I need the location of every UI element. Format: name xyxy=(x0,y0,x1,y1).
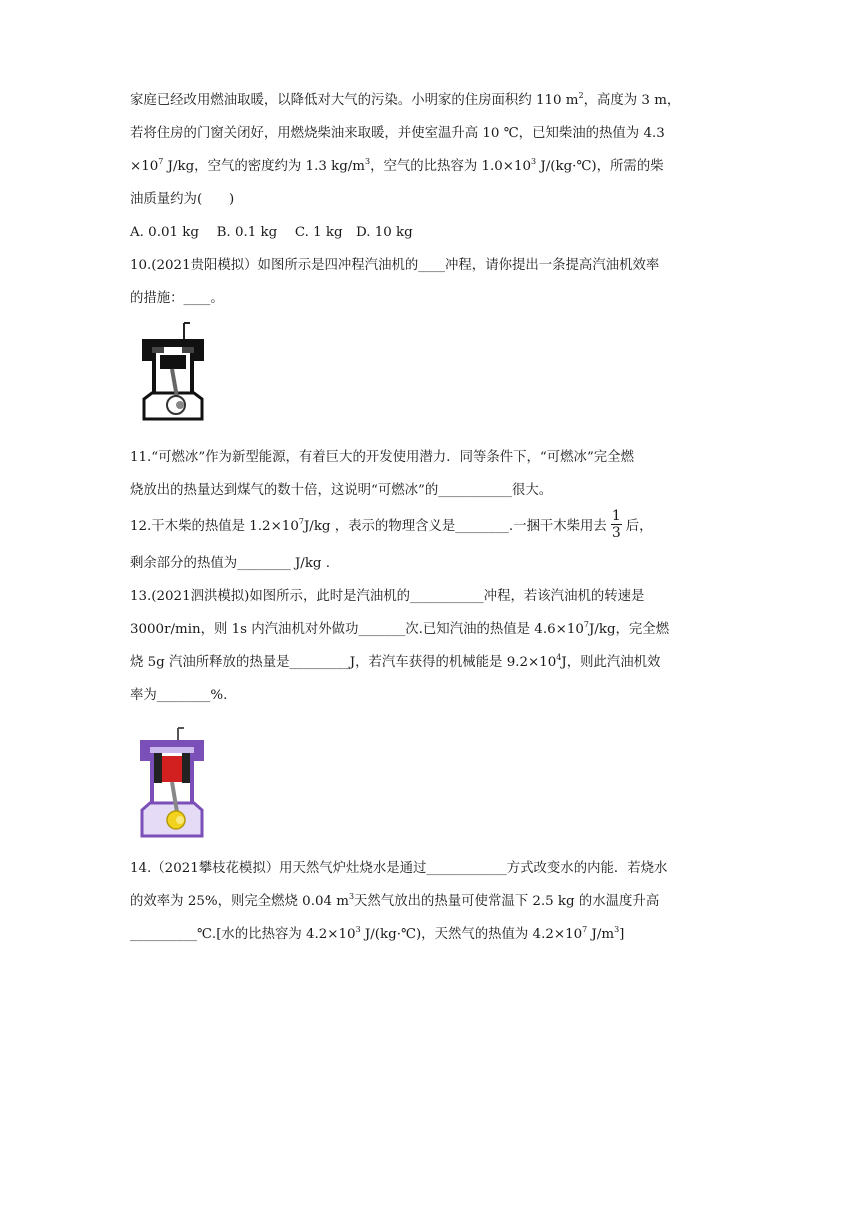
q9-line-2 xyxy=(130,117,730,150)
superscript: 7 xyxy=(158,157,164,166)
q9-line-4 xyxy=(130,183,730,216)
document-page xyxy=(130,0,730,951)
answer-options: A. 0.01 kg B. 0.1 kg C. 1 kg D. 10 kg xyxy=(130,225,413,240)
text: J/kg，空气的密度约为 1.3 kg/m xyxy=(163,159,366,174)
superscript: 3 xyxy=(365,157,371,166)
q12-line-1 xyxy=(130,507,730,547)
text: J/(kg·℃)，天然气的热值为 4.2×10 xyxy=(360,927,583,942)
text: J/kg，完全燃 xyxy=(588,622,670,637)
q13-line-4 xyxy=(130,679,730,712)
superscript: 7 xyxy=(298,517,304,526)
fraction-one-third xyxy=(611,508,622,541)
text: J/m xyxy=(587,927,615,942)
text: 家庭已经改用燃油取暖，以降低对大气的污染。小明家的住房面积约 110 m xyxy=(130,93,579,108)
superscript: 3 xyxy=(355,925,361,934)
superscript: 3 xyxy=(348,892,355,901)
engine-diagram-icon xyxy=(138,321,208,425)
fraction-numerator: 1 xyxy=(611,508,621,524)
text: 的效率为 25%，则完全燃烧 0.04 m xyxy=(130,894,349,909)
q14-line-1 xyxy=(130,852,730,885)
text: 若将住房的门窗关闭好，用燃烧柴油来取暖，并使室温升高 10 ℃，已知柴油的热值为 4.3 xyxy=(130,126,665,141)
text: 天然气放出的热量可使常温下 2.5 kg 的水温度升高 xyxy=(354,894,660,909)
superscript: 3 xyxy=(531,157,537,166)
q9-line-1 xyxy=(130,84,730,117)
text: 的措施：____。 xyxy=(130,291,224,306)
superscript: 7 xyxy=(583,620,589,629)
text: ，空气的比热容为 1.0×10 xyxy=(370,159,532,174)
q12-line-2 xyxy=(130,547,730,580)
q10-line-1 xyxy=(130,249,730,282)
superscript: 2 xyxy=(578,91,584,100)
engine-diagram-color-icon xyxy=(138,726,206,842)
text: 剩余部分的热值为________ J/kg . xyxy=(130,556,331,571)
superscript: 3 xyxy=(614,925,620,934)
q13-line-3 xyxy=(130,646,730,679)
q11-line-2 xyxy=(130,474,730,507)
text: J，则此汽油机效 xyxy=(561,655,661,670)
text: 后， xyxy=(625,519,653,534)
text: ] xyxy=(619,927,625,942)
text: 14.（2021攀枝花模拟）用天然气炉灶烧水是通过____________方式改变水的内能．若烧水 xyxy=(130,861,668,876)
q9-options xyxy=(130,216,730,249)
text: J/kg ，表示的物理含义是________.一捆干木柴用去 xyxy=(303,519,607,534)
text: 烧放出的热量达到煤气的数十倍，这说明“可燃冰”的___________很大。 xyxy=(130,483,553,498)
text: 12.干木柴的热值是 1.2×10 xyxy=(130,519,299,534)
text: __________℃.[水的比热容为 4.2×10 xyxy=(130,927,356,942)
text: 油质量约为( ) xyxy=(130,192,235,207)
text: 13.(2021泗洪模拟)如图所示，此时是汽油机的___________冲程，若该汽油机的转速是 xyxy=(130,589,645,604)
text: 烧 5g 汽油所释放的热量是_________J，若汽车获得的机械能是 9.2×10 xyxy=(130,655,557,670)
text: ×10 xyxy=(130,159,159,174)
q9-line-3 xyxy=(130,150,730,183)
engine-figure-color xyxy=(138,726,730,846)
q14-line-3 xyxy=(130,918,730,951)
text: 11.“可燃冰”作为新型能源，有着巨大的开发使用潜力．同等条件下，“可燃冰”完全燃 xyxy=(130,450,634,465)
text: 率为________%. xyxy=(130,688,228,703)
q13-line-1 xyxy=(130,580,730,613)
q14-line-2 xyxy=(130,885,730,918)
fraction-denominator: 3 xyxy=(611,525,621,541)
text: 10.(2021贵阳模拟）如图所示是四冲程汽油机的____冲程，请你提出一条提高汽油机效率 xyxy=(130,258,660,273)
superscript: 4 xyxy=(556,653,562,662)
engine-figure-bw xyxy=(138,321,730,429)
q13-line-2 xyxy=(130,613,730,646)
text: 3000r/min，则 1s 内汽油机对外做功_______次.已知汽油的热值是 4.6×10 xyxy=(130,622,584,637)
q11-line-1 xyxy=(130,441,730,474)
superscript: 7 xyxy=(582,925,588,934)
text: J/(kg·℃)，所需的柴 xyxy=(536,159,664,174)
text: ，高度为 3 m， xyxy=(583,93,681,108)
q10-line-2 xyxy=(130,282,730,315)
